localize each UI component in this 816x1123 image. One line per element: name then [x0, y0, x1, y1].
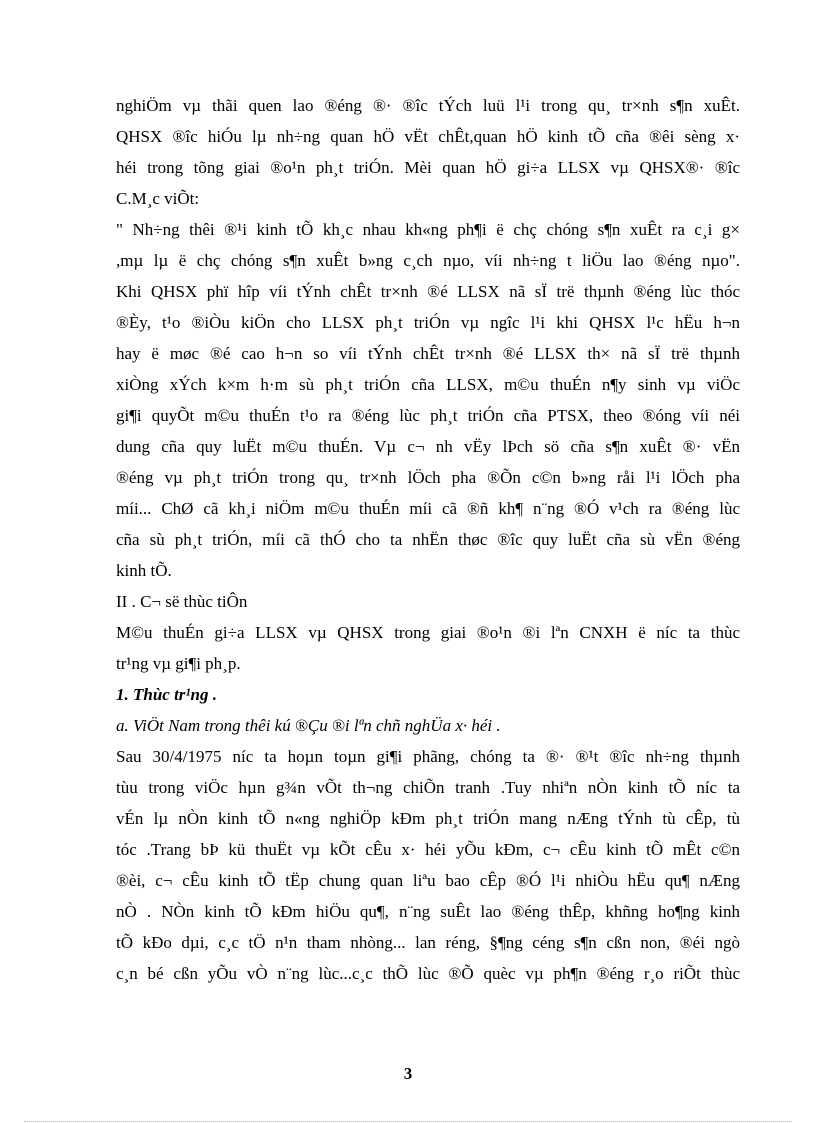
text-line: nÒ . NÒn kinh tÕ kÐm hiÖu qu¶, n¨ng suÊt lao ®éng thÊp, khñng ho¶ng kinh — [116, 902, 740, 921]
text-line: QHSX ®îc hiÓu lµ nh÷ng quan hÖ vËt chÊt,quan hÖ kinh tÕ cña ®êi sèng x· — [116, 127, 740, 146]
text-line: ®Èy, t¹o ®iÒu kiÖn cho LLSX ph¸t triÓn vµ ngîc l¹i khi QHSX l¹c hËu h¬n — [116, 313, 740, 332]
text-line: tóc .Trang bÞ kü thuËt vµ kÕt cÊu x· héi yÕu kÐm, c¬ cÊu kinh tÕ mÊt c©n — [116, 840, 740, 859]
text-line: míi... ChØ cã kh¸i niÖm m©u thuÉn míi cã ®ñ kh¶ n¨ng ®Ó v¹ch ra ®éng lùc — [116, 499, 740, 518]
section-heading: II . C¬ së thùc tiÔn — [116, 592, 248, 611]
text-line: tr¹ng vµ gi¶i ph¸p. — [116, 654, 241, 673]
text-line: Khi QHSX phï hîp víi tÝnh chÊt tr×nh ®é LLSX nã sÏ trë thµnh ®éng lùc thóc — [116, 282, 740, 301]
text-line: nghiÖm vµ thãi quen lao ®éng ®· ®îc tÝch luü l¹i trong qu¸ tr×nh s¶n xuÊt. — [116, 96, 740, 115]
text-line: cña sù ph¸t triÓn, míi cã thÓ cho ta nhËn thøc ®îc quy luËt cña sù vËn ®éng — [116, 530, 740, 549]
text-line: M©u thuÉn gi÷a LLSX vµ QHSX trong giai ®o¹n ®i lªn CNXH ë níc ta thùc — [116, 623, 740, 642]
text-line: vÉn lµ nÒn kinh tÕ n«ng nghiÖp kÐm ph¸t triÓn mang nÆng tÝnh tù cÊp, tù — [116, 809, 740, 828]
text-line: dung cña quy luËt m©u thuÉn. Vµ c¬ nh vËy lÞch sö cña s¶n xuÊt ®· vËn — [116, 437, 740, 456]
text-line: héi trong tõng giai ®o¹n ph¸t triÓn. Mèi quan hÖ gi÷a LLSX vµ QHSX®· ®îc — [116, 158, 740, 177]
page-number: 3 — [403, 1064, 413, 1083]
text-line: kinh tÕ. — [116, 561, 172, 580]
text-line: xiÒng xÝch k×m h·m sù ph¸t triÓn cña LLSX, m©u thuÉn n¶y sinh vµ viÖc — [116, 375, 740, 394]
text-line: Sau 30/4/1975 níc ta hoµn toµn gi¶i phãng, chóng ta ®· ®¹t ®îc nh÷ng thµnh — [116, 747, 740, 766]
text-line: ®éng vµ ph¸t triÓn trong qu¸ tr×nh lÖch pha ®Õn c©n b»ng råi l¹i lÖch pha — [116, 468, 740, 487]
quote-line: " Nh÷ng thêi ®¹i kinh tÕ kh¸c nhau kh«ng ph¶i ë chç chóng s¶n xuÊt ra c¸i g× — [116, 220, 740, 239]
sub-subsection-heading: a. ViÖt Nam trong thêi kú ®Çu ®i lªn chñ nghÜa x· héi . — [116, 716, 501, 735]
body-text — [116, 90, 740, 989]
text-line: tùu trong viÖc hµn g¾n vÕt th¬ng chiÕn tranh .Tuy nhiªn nÒn kinh tÕ níc ta — [116, 778, 740, 797]
text-line: tÕ kÐo dµi, c¸c tÖ n¹n tham nhòng... lan réng, §¶ng céng s¶n cßn non, ®éi ngò — [116, 933, 740, 952]
text-line: gi¶i quyÕt m©u thuÉn t¹o ra ®éng lùc ph¸t triÓn cña PTSX, theo ®óng víi néi — [116, 406, 740, 425]
quote-line: ,mµ lµ ë chç chóng s¶n xuÊt b»ng c¸ch nµo, víi nh÷ng t liÖu lao ®éng nµo". — [116, 251, 740, 270]
subsection-heading: 1. Thùc tr¹ng . — [116, 685, 217, 704]
text-line: c¸n bé cßn yÕu vÒ n¨ng lùc...c¸c thÕ lùc ®Õ quèc vµ ph¶n ®éng r¸o riÕt thùc — [116, 964, 740, 983]
text-line: C.M¸c viÕt: — [116, 189, 200, 208]
page-bottom-rule — [24, 1121, 792, 1122]
text-line: hay ë møc ®é cao h¬n so víi tÝnh chÊt tr×nh ®é LLSX th× nã sÏ trë thµnh — [116, 344, 740, 363]
text-line: ®èi, c¬ cÊu kinh tÕ tËp chung quan liªu bao cÊp ®Ó l¹i nhiÒu hËu qu¶ nÆng — [116, 871, 740, 890]
